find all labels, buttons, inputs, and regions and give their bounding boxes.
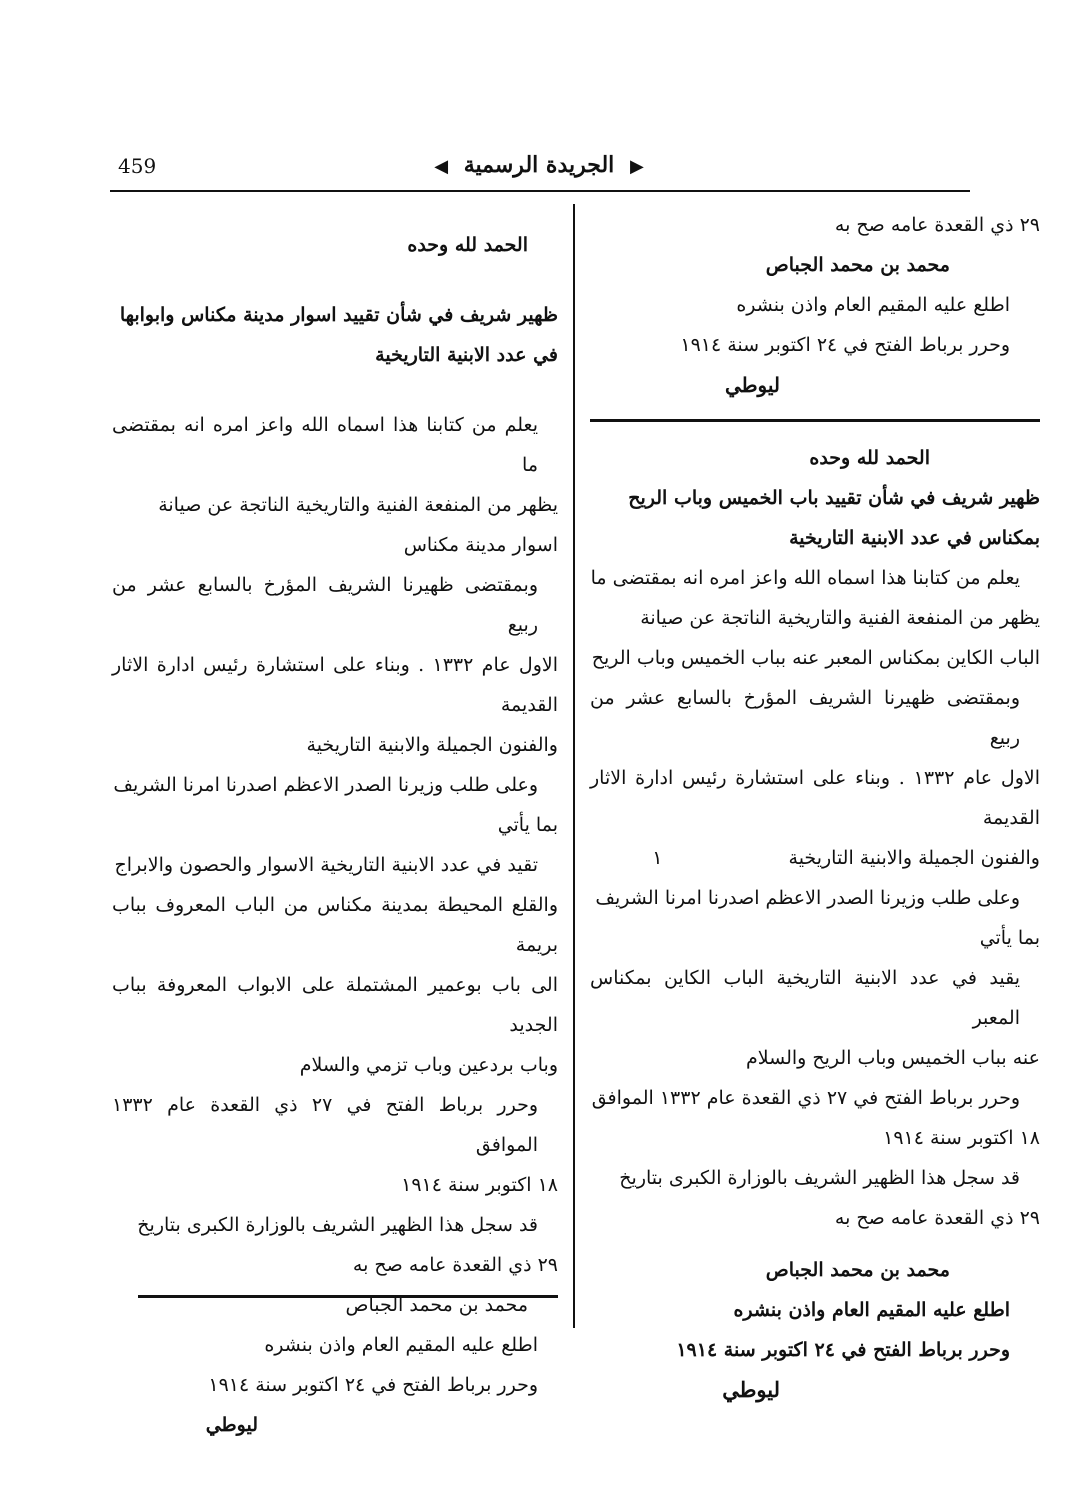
- ornament-left-icon: ◀: [434, 156, 449, 177]
- paragraph-5-line-1: وحرر برباط الفتح في ٢٧ ذي القعدة عام ١٣٣٢ الموافق: [112, 1094, 538, 1156]
- paragraph-6-line-2: ٢٩ ذي القعدة عامه صح به: [352, 1254, 558, 1276]
- paragraph-6-line-1: قد سجل هذا الظهير الشريف بالوزارة الكبرى بتاريخ: [137, 1214, 538, 1236]
- paragraph-5-line-1: وحرر برباط الفتح في ٢٧ ذي القعدة عام ١٣٣٢ الموافق: [591, 1087, 1020, 1109]
- decree-title-line-1: ظهير شريف في شأن تقييد اسوار مدينة مكناس وابوابها: [119, 304, 558, 326]
- paragraph-1-line-1: يعلم من كتابنا هذا اسماه الله واعز امره انه بمقتضى ما: [590, 567, 1020, 589]
- footer-rule: [138, 1295, 558, 1298]
- place-line: وحرر برباط الفتح في ٢٤ اكتوبر سنة ١٩١٤: [208, 1374, 538, 1396]
- page-number: 459: [118, 154, 157, 178]
- paragraph-2-line-3: والفنون الجميلة والابنية التاريخية: [306, 734, 558, 756]
- top-date: ٢٩ ذي القعدة عامه صح به: [834, 214, 1040, 236]
- paragraph-6-line-2: ٢٩ ذي القعدة عامه صح به: [834, 1207, 1040, 1229]
- top-resident: ليوطي: [724, 373, 780, 397]
- paragraph-5-line-2: ١٨ اكتوبر سنة ١٩١٤: [401, 1174, 558, 1196]
- section-separator: [590, 419, 1040, 422]
- paragraph-2-line-1: وبمقتضى ظهيرنا الشريف المؤرخ بالسابع عشر من ربيع: [112, 574, 538, 636]
- paragraph-3-line-1: وعلى طلب وزيرنا الصدر الاعظم اصدرنا امرنا الشريف: [595, 887, 1020, 909]
- paragraph-2-line-3: [590, 838, 1040, 878]
- paragraph-4-line-2: والقلع المحيطة بمدينة مكناس من الباب المعروف بباب بريمة: [112, 894, 558, 956]
- paragraph-1-line-2: يظهر من المنفعة الفنية والتاريخية الناتجة عن صيانة: [158, 494, 558, 516]
- spacer: [590, 1238, 1040, 1250]
- paragraph-5-line-2: ١٨ اكتوبر سنة ١٩١٤: [883, 1127, 1040, 1149]
- ornament-right-icon: ▶: [629, 156, 644, 177]
- paragraph-2-line-3-text: والفنون الجميلة والابنية التاريخية: [788, 847, 1040, 869]
- signatory: محمد بن محمد الجباص: [765, 1259, 950, 1281]
- paragraph-4-line-2: عنه بباب الخميس وباب الريح والسلام: [746, 1047, 1040, 1069]
- paragraph-1-line-3: اسوار مدينة مكناس: [403, 534, 558, 556]
- paragraph-3-line-2: بما يأتي: [979, 927, 1040, 949]
- left-column: [112, 225, 558, 1445]
- paragraph-2-line-1: وبمقتضى ظهيرنا الشريف المؤرخ بالسابع عشر من ربيع: [590, 687, 1020, 749]
- page-header: [100, 150, 978, 190]
- paragraph-4-line-1: تقيد في عدد الابنية التاريخية الاسوار والحصون والابراج: [114, 854, 538, 876]
- place-line: وحرر برباط الفتح في ٢٤ اكتوبر سنة ١٩١٤: [676, 1339, 1010, 1361]
- decree-title-line-2: في عدد الابنية التاريخية: [375, 344, 558, 366]
- spacer: [112, 375, 558, 405]
- paragraph-3-line-2: بما يأتي: [497, 814, 558, 836]
- top-signatory: محمد بن محمد الجباص: [765, 254, 950, 276]
- spacer: [112, 265, 558, 295]
- masthead: [100, 152, 978, 178]
- resident-signature: ليوطي: [205, 1414, 258, 1436]
- decree-title-line-1: ظهير شريف في شأن تقييد باب الخميس وباب الريح: [628, 487, 1040, 509]
- paragraph-1-line-2: يظهر من المنفعة الفنية والتاريخية الناتجة عن صيانة: [640, 607, 1040, 629]
- header-rule: [110, 190, 970, 192]
- paragraph-3-line-1: وعلى طلب وزيرنا الصدر الاعظم اصدرنا امرنا الشريف: [113, 774, 538, 796]
- ack-line: اطلع عليه المقيم العام واذن بنشره: [733, 1299, 1010, 1321]
- top-ack: اطلع عليه المقيم العام واذن بنشره: [736, 294, 1010, 316]
- paragraph-6-line-1: قد سجل هذا الظهير الشريف بالوزارة الكبرى بتاريخ: [619, 1167, 1020, 1189]
- paragraph-1-line-3: الباب الكاين بمكناس المعبر عنه بباب الخميس وباب الريح: [591, 647, 1040, 669]
- column-divider: [573, 204, 575, 1328]
- resident-signature: ليوطي: [722, 1377, 780, 1402]
- paragraph-4-line-1: يقيد في عدد الابنية التاريخية الباب الكاين بمكناس المعبر: [590, 967, 1020, 1029]
- paragraph-4-line-3: الى باب بوعمير المشتملة على الابواب المعروفة بباب الجديد: [112, 974, 558, 1036]
- signatory: محمد بن محمد الجباص: [345, 1294, 528, 1316]
- paragraph-1-line-1: يعلم من كتابنا هذا اسماه الله واعز امره انه بمقتضى ما: [112, 414, 538, 476]
- decree-title-line-2: بمكناس في عدد الابنية التاريخية: [789, 527, 1040, 549]
- right-column: [590, 205, 1040, 1410]
- paragraph-2-line-2: الاول عام ١٣٣٢ . وبناء على استشارة رئيس ادارة الاثار القديمة: [590, 767, 1040, 829]
- top-place: وحرر برباط الفتح في ٢٤ اكتوبر سنة ١٩١٤: [680, 334, 1010, 356]
- ack-line: اطلع عليه المقيم العام واذن بنشره: [264, 1334, 538, 1356]
- masthead-title: الجريدة الرسمية: [463, 152, 615, 178]
- paragraph-4-line-4: وباب بردعين وباب تزمي والسلام: [299, 1054, 558, 1076]
- paragraph-2-line-2: الاول عام ١٣٣٢ . وبناء على استشارة رئيس ادارة الاثار القديمة: [112, 654, 558, 716]
- praise-heading: الحمد لله وحده: [407, 234, 528, 256]
- praise-heading: الحمد لله وحده: [809, 447, 930, 469]
- footnote-mark: ١: [652, 847, 663, 869]
